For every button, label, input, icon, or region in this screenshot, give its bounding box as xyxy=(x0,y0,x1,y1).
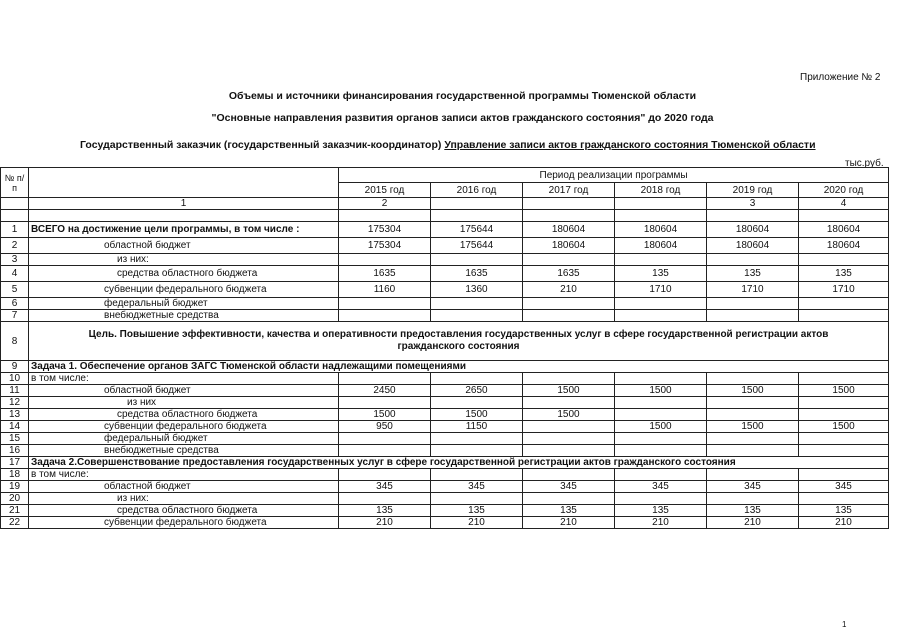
customer-line xyxy=(80,139,816,151)
index-cell: 3 xyxy=(707,198,799,210)
goal-row xyxy=(1,322,889,361)
document-title-line2: "Основные направления развития органов записи актов гражданского состояния" до 2020 года xyxy=(211,112,714,124)
value-cell xyxy=(799,397,889,409)
value-cell xyxy=(523,373,615,385)
value-cell: 2650 xyxy=(431,385,523,397)
value-cell: 345 xyxy=(431,481,523,493)
row-number: 5 xyxy=(1,282,29,298)
row-number: 2 xyxy=(1,238,29,254)
value-cell: 135 xyxy=(523,505,615,517)
value-cell xyxy=(615,298,707,310)
value-cell xyxy=(431,397,523,409)
value-cell: 135 xyxy=(707,266,799,282)
row-label: из них: xyxy=(29,493,339,505)
table-row xyxy=(1,469,889,481)
value-cell xyxy=(339,493,431,505)
value-cell xyxy=(707,254,799,266)
value-cell: 950 xyxy=(339,421,431,433)
value-cell xyxy=(799,445,889,457)
value-cell xyxy=(799,433,889,445)
row-label: из них: xyxy=(29,254,339,266)
row-label: средства областного бюджета xyxy=(29,505,339,517)
value-cell xyxy=(431,310,523,322)
value-cell xyxy=(339,254,431,266)
value-cell: 1635 xyxy=(431,266,523,282)
index-cell: 2 xyxy=(339,198,431,210)
row-number: 9 xyxy=(1,361,29,373)
spacer-row xyxy=(1,210,889,222)
appendix-label: Приложение № 2 xyxy=(800,72,881,83)
table-row xyxy=(1,433,889,445)
table-row xyxy=(1,505,889,517)
value-cell: 345 xyxy=(523,481,615,493)
value-cell xyxy=(799,298,889,310)
row-label: субвенции федерального бюджета xyxy=(29,282,339,298)
financing-table xyxy=(0,167,889,529)
row-number: 8 xyxy=(1,322,29,361)
table-row xyxy=(1,222,889,238)
value-cell: 180604 xyxy=(523,238,615,254)
spacer-cell xyxy=(799,210,889,222)
value-cell: 135 xyxy=(431,505,523,517)
table-row xyxy=(1,373,889,385)
value-cell: 1500 xyxy=(799,421,889,433)
value-cell xyxy=(707,397,799,409)
row-number: 22 xyxy=(1,517,29,529)
row-label: средства областного бюджета xyxy=(29,409,339,421)
value-cell: 345 xyxy=(615,481,707,493)
value-cell: 345 xyxy=(799,481,889,493)
value-cell xyxy=(339,298,431,310)
table-row xyxy=(1,254,889,266)
row-number: 10 xyxy=(1,373,29,385)
row-label: областной бюджет xyxy=(29,385,339,397)
value-cell: 1710 xyxy=(615,282,707,298)
value-cell: 210 xyxy=(799,517,889,529)
table-row xyxy=(1,385,889,397)
value-cell: 1500 xyxy=(431,409,523,421)
row-number: 3 xyxy=(1,254,29,266)
table-row xyxy=(1,517,889,529)
page-number: 1 xyxy=(842,620,847,629)
row-label: средства областного бюджета xyxy=(29,266,339,282)
value-cell xyxy=(799,409,889,421)
value-cell: 180604 xyxy=(523,222,615,238)
spacer-cell xyxy=(615,210,707,222)
task2-row-text: Задача 2.Совершенствование предоставления государственных услуг в сфере государственной регистрации актов гражданского состояния xyxy=(29,457,889,469)
spacer-cell xyxy=(339,210,431,222)
value-cell xyxy=(523,298,615,310)
year-header: 2018 год xyxy=(615,183,707,198)
value-cell xyxy=(615,469,707,481)
row-number: 6 xyxy=(1,298,29,310)
value-cell: 1710 xyxy=(707,282,799,298)
value-cell xyxy=(339,433,431,445)
value-cell xyxy=(431,373,523,385)
task1-row-text: Задача 1. Обеспечение органов ЗАГС Тюменской области надлежащими помещениями xyxy=(29,361,889,373)
table-row xyxy=(1,445,889,457)
value-cell: 1635 xyxy=(339,266,431,282)
value-cell: 1500 xyxy=(707,385,799,397)
value-cell: 210 xyxy=(523,517,615,529)
header-row-period xyxy=(1,168,889,183)
value-cell: 135 xyxy=(707,505,799,517)
table-row xyxy=(1,298,889,310)
spacer-cell xyxy=(431,210,523,222)
value-cell xyxy=(707,409,799,421)
value-cell: 210 xyxy=(339,517,431,529)
table-row xyxy=(1,310,889,322)
value-cell: 1500 xyxy=(615,421,707,433)
value-cell xyxy=(799,373,889,385)
value-cell xyxy=(615,409,707,421)
index-cell xyxy=(431,198,523,210)
value-cell xyxy=(431,254,523,266)
spacer-cell xyxy=(707,210,799,222)
value-cell xyxy=(615,433,707,445)
value-cell: 210 xyxy=(615,517,707,529)
row-number: 7 xyxy=(1,310,29,322)
row-number: 15 xyxy=(1,433,29,445)
value-cell: 210 xyxy=(431,517,523,529)
row-label: субвенции федерального бюджета xyxy=(29,517,339,529)
value-cell: 1160 xyxy=(339,282,431,298)
value-cell: 1150 xyxy=(431,421,523,433)
value-cell xyxy=(431,445,523,457)
row-label: федеральный бюджет xyxy=(29,298,339,310)
value-cell xyxy=(615,254,707,266)
value-cell: 180604 xyxy=(799,238,889,254)
spacer-cell xyxy=(29,210,339,222)
row-number: 18 xyxy=(1,469,29,481)
task1-row xyxy=(1,361,889,373)
value-cell: 135 xyxy=(615,505,707,517)
value-cell: 180604 xyxy=(615,238,707,254)
value-cell xyxy=(707,493,799,505)
value-cell: 135 xyxy=(799,266,889,282)
row-number: 11 xyxy=(1,385,29,397)
value-cell xyxy=(707,433,799,445)
value-cell: 345 xyxy=(707,481,799,493)
table-row xyxy=(1,238,889,254)
value-cell xyxy=(523,493,615,505)
index-cell xyxy=(1,198,29,210)
value-cell xyxy=(707,298,799,310)
value-cell: 1710 xyxy=(799,282,889,298)
table-row xyxy=(1,493,889,505)
value-cell: 210 xyxy=(523,282,615,298)
index-cell: 1 xyxy=(29,198,339,210)
value-cell xyxy=(615,493,707,505)
value-cell xyxy=(523,254,615,266)
year-header: 2016 год xyxy=(431,183,523,198)
value-cell xyxy=(523,433,615,445)
value-cell: 135 xyxy=(615,266,707,282)
value-cell: 2450 xyxy=(339,385,431,397)
customer-label: Государственный заказчик (государственный заказчик-координатор) xyxy=(80,139,442,151)
index-cell: 4 xyxy=(799,198,889,210)
value-cell xyxy=(523,445,615,457)
row-number: 21 xyxy=(1,505,29,517)
index-cell xyxy=(523,198,615,210)
value-cell xyxy=(431,298,523,310)
row-number: 14 xyxy=(1,421,29,433)
year-header: 2015 год xyxy=(339,183,431,198)
year-header: 2019 год xyxy=(707,183,799,198)
goal-row-text: Цель. Повышение эффективности, качества и оперативности предоставления государственных услуг в сфере государственной регистрации актов гражданского состояния xyxy=(29,322,889,361)
value-cell xyxy=(523,397,615,409)
document-title-line1: Объемы и источники финансирования государственной программы Тюменской области xyxy=(228,90,697,102)
num-header: № п/п xyxy=(1,168,29,198)
value-cell xyxy=(707,469,799,481)
table-row xyxy=(1,481,889,493)
value-cell: 135 xyxy=(339,505,431,517)
customer-name: Управление записи актов гражданского состояния Тюменской области xyxy=(444,139,816,151)
value-cell: 180604 xyxy=(707,238,799,254)
value-cell: 1500 xyxy=(707,421,799,433)
spacer-cell xyxy=(1,210,29,222)
value-cell: 175644 xyxy=(431,238,523,254)
value-cell xyxy=(707,310,799,322)
index-cell xyxy=(615,198,707,210)
row-label: из них xyxy=(29,397,339,409)
value-cell xyxy=(799,310,889,322)
value-cell xyxy=(431,493,523,505)
row-number: 4 xyxy=(1,266,29,282)
row-number: 17 xyxy=(1,457,29,469)
value-cell: 1500 xyxy=(615,385,707,397)
value-cell xyxy=(707,373,799,385)
value-cell: 180604 xyxy=(615,222,707,238)
value-cell xyxy=(799,469,889,481)
row-label: ВСЕГО на достижение цели программы, в том числе : xyxy=(29,222,339,238)
row-number: 12 xyxy=(1,397,29,409)
value-cell: 135 xyxy=(799,505,889,517)
value-cell xyxy=(523,421,615,433)
value-cell xyxy=(615,310,707,322)
year-header: 2020 год xyxy=(799,183,889,198)
row-label: областной бюджет xyxy=(29,481,339,493)
row-label: федеральный бюджет xyxy=(29,433,339,445)
value-cell xyxy=(523,310,615,322)
value-cell: 175644 xyxy=(431,222,523,238)
value-cell: 210 xyxy=(707,517,799,529)
value-cell xyxy=(799,493,889,505)
value-cell: 180604 xyxy=(707,222,799,238)
table-row xyxy=(1,409,889,421)
value-cell xyxy=(339,310,431,322)
value-cell xyxy=(339,445,431,457)
row-number: 19 xyxy=(1,481,29,493)
value-cell xyxy=(339,373,431,385)
table-row xyxy=(1,282,889,298)
spacer-cell xyxy=(523,210,615,222)
value-cell: 345 xyxy=(339,481,431,493)
value-cell xyxy=(523,469,615,481)
value-cell xyxy=(707,445,799,457)
units-label: тыс.руб. xyxy=(845,158,884,169)
label-header-blank xyxy=(29,168,339,198)
table-row xyxy=(1,266,889,282)
value-cell xyxy=(431,469,523,481)
value-cell xyxy=(615,397,707,409)
value-cell xyxy=(339,469,431,481)
row-number: 20 xyxy=(1,493,29,505)
value-cell: 1500 xyxy=(523,409,615,421)
value-cell xyxy=(339,397,431,409)
table-row xyxy=(1,397,889,409)
row-label: областной бюджет xyxy=(29,238,339,254)
value-cell: 175304 xyxy=(339,222,431,238)
year-header: 2017 год xyxy=(523,183,615,198)
row-label: внебюджетные средства xyxy=(29,310,339,322)
row-label: в том числе: xyxy=(29,469,339,481)
row-label: субвенции федерального бюджета xyxy=(29,421,339,433)
value-cell: 1500 xyxy=(339,409,431,421)
value-cell: 1500 xyxy=(799,385,889,397)
row-number: 13 xyxy=(1,409,29,421)
value-cell xyxy=(615,373,707,385)
value-cell: 1635 xyxy=(523,266,615,282)
value-cell: 175304 xyxy=(339,238,431,254)
value-cell xyxy=(799,254,889,266)
row-number: 16 xyxy=(1,445,29,457)
row-label: внебюджетные средства xyxy=(29,445,339,457)
value-cell xyxy=(615,445,707,457)
value-cell: 1360 xyxy=(431,282,523,298)
row-label: в том числе: xyxy=(29,373,339,385)
value-cell: 1500 xyxy=(523,385,615,397)
task2-row xyxy=(1,457,889,469)
table-row xyxy=(1,421,889,433)
row-number: 1 xyxy=(1,222,29,238)
header-row-index xyxy=(1,198,889,210)
value-cell xyxy=(431,433,523,445)
value-cell: 180604 xyxy=(799,222,889,238)
period-header: Период реализации программы xyxy=(339,168,889,183)
